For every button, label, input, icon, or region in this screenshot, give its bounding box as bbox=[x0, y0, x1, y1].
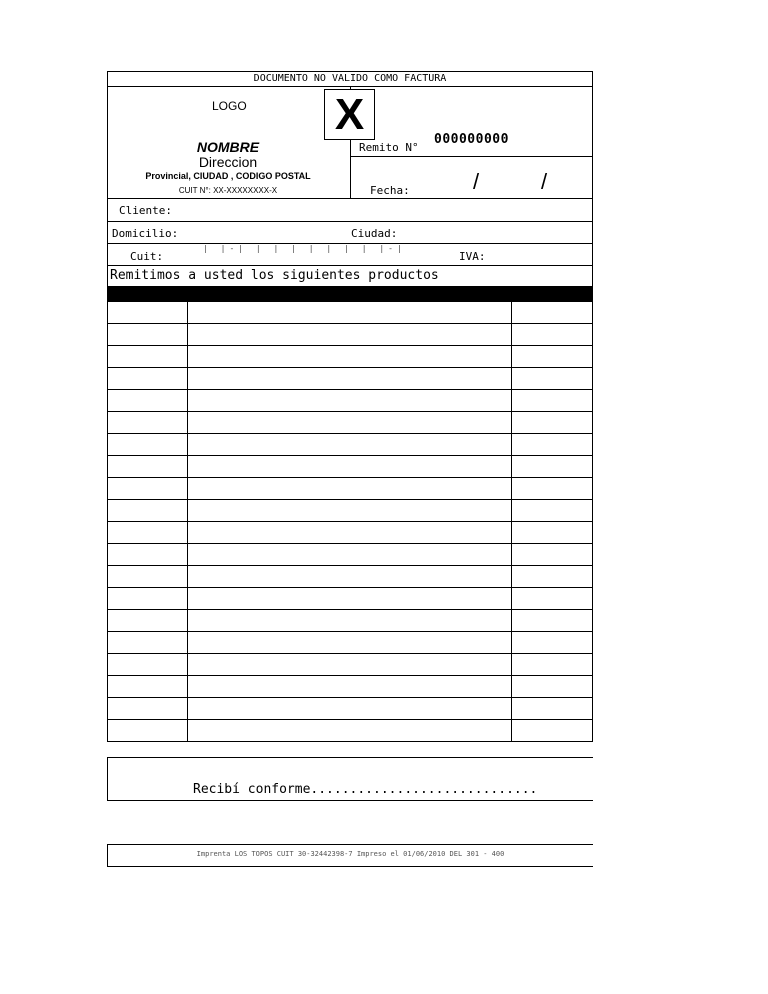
header-block bbox=[107, 86, 593, 199]
quantity-cell bbox=[108, 302, 188, 324]
cuit-row bbox=[107, 244, 593, 266]
date-separator-1: / bbox=[473, 169, 480, 194]
description-cell bbox=[187, 588, 511, 610]
table-row bbox=[108, 456, 593, 478]
iva-label: IVA: bbox=[459, 250, 486, 263]
table-row bbox=[108, 368, 593, 390]
amount-cell bbox=[512, 478, 593, 500]
description-cell bbox=[187, 368, 511, 390]
quantity-cell bbox=[108, 478, 188, 500]
quantity-cell bbox=[108, 654, 188, 676]
amount-cell bbox=[512, 632, 593, 654]
quantity-cell bbox=[108, 522, 188, 544]
quantity-cell bbox=[108, 412, 188, 434]
table-row bbox=[108, 302, 593, 324]
quantity-cell bbox=[108, 456, 188, 478]
quantity-cell bbox=[108, 544, 188, 566]
amount-cell bbox=[512, 456, 593, 478]
description-cell bbox=[187, 544, 511, 566]
quantity-cell bbox=[108, 500, 188, 522]
amount-cell bbox=[512, 434, 593, 456]
description-cell bbox=[187, 654, 511, 676]
quantity-cell bbox=[108, 698, 188, 720]
quantity-cell bbox=[108, 368, 188, 390]
table-row bbox=[108, 434, 593, 456]
table-row bbox=[108, 720, 593, 742]
quantity-cell bbox=[108, 324, 188, 346]
amount-cell bbox=[512, 500, 593, 522]
amount-cell bbox=[512, 544, 593, 566]
amount-cell bbox=[512, 522, 593, 544]
description-cell bbox=[187, 302, 511, 324]
table-row bbox=[108, 654, 593, 676]
description-cell bbox=[187, 346, 511, 368]
signature-box bbox=[107, 757, 593, 801]
client-cuit-boxes: | |-| | | | | | | | |-| bbox=[203, 244, 406, 253]
table-row bbox=[108, 346, 593, 368]
printer-footer: Imprenta LOS TOPOS CUIT 30-32442398-7 Impreso el 01/06/2010 DEL 301 - 400 bbox=[107, 844, 593, 867]
amount-cell bbox=[512, 346, 593, 368]
quantity-cell bbox=[108, 566, 188, 588]
quantity-cell bbox=[108, 720, 188, 742]
table-row bbox=[108, 522, 593, 544]
company-name: NOMBRE bbox=[196, 139, 260, 155]
products-table-body bbox=[108, 302, 593, 742]
products-table bbox=[107, 301, 593, 742]
description-cell bbox=[187, 390, 511, 412]
description-cell bbox=[187, 566, 511, 588]
quantity-cell bbox=[108, 588, 188, 610]
quantity-cell bbox=[108, 610, 188, 632]
date-separator-2: / bbox=[541, 169, 548, 194]
table-row bbox=[108, 412, 593, 434]
signature-text: Recibí conforme............................. bbox=[193, 782, 538, 797]
quantity-cell bbox=[108, 434, 188, 456]
quantity-cell bbox=[108, 390, 188, 412]
client-row bbox=[107, 199, 593, 222]
description-cell bbox=[187, 632, 511, 654]
amount-cell bbox=[512, 302, 593, 324]
table-row bbox=[108, 632, 593, 654]
amount-cell bbox=[512, 676, 593, 698]
table-row bbox=[108, 390, 593, 412]
description-cell bbox=[187, 412, 511, 434]
description-cell bbox=[187, 610, 511, 632]
table-row bbox=[108, 698, 593, 720]
amount-cell bbox=[512, 324, 593, 346]
header-horizontal-divider bbox=[350, 156, 593, 157]
description-cell bbox=[187, 434, 511, 456]
company-address: Direccion bbox=[198, 154, 258, 170]
quantity-cell bbox=[108, 676, 188, 698]
remito-number-label: Remito N° bbox=[359, 141, 419, 154]
company-logo: LOGO bbox=[212, 99, 247, 113]
amount-cell bbox=[512, 610, 593, 632]
description-cell bbox=[187, 500, 511, 522]
description-cell bbox=[187, 478, 511, 500]
intro-row bbox=[107, 266, 593, 287]
city-label: Ciudad: bbox=[351, 227, 398, 240]
amount-cell bbox=[512, 412, 593, 434]
amount-cell bbox=[512, 368, 593, 390]
amount-cell bbox=[512, 720, 593, 742]
quantity-cell bbox=[108, 632, 188, 654]
description-cell bbox=[187, 676, 511, 698]
amount-cell bbox=[512, 566, 593, 588]
description-cell bbox=[187, 456, 511, 478]
table-row bbox=[108, 544, 593, 566]
description-cell bbox=[187, 698, 511, 720]
amount-cell bbox=[512, 698, 593, 720]
description-cell bbox=[187, 324, 511, 346]
description-cell bbox=[187, 522, 511, 544]
table-row bbox=[108, 478, 593, 500]
client-label: Cliente: bbox=[119, 204, 172, 217]
table-header-bar bbox=[107, 287, 593, 301]
document-type-letter: X bbox=[324, 89, 375, 140]
remito-number: 000000000 bbox=[434, 132, 509, 147]
date-label: Fecha: bbox=[370, 184, 410, 197]
address-row bbox=[107, 222, 593, 244]
table-row bbox=[108, 676, 593, 698]
client-cuit-label: Cuit: bbox=[130, 250, 164, 263]
address-label: Domicilio: bbox=[112, 227, 179, 240]
table-row bbox=[108, 588, 593, 610]
document-title: DOCUMENTO NO VALIDO COMO FACTURA bbox=[107, 71, 593, 87]
description-cell bbox=[187, 720, 511, 742]
amount-cell bbox=[512, 588, 593, 610]
table-row bbox=[108, 566, 593, 588]
quantity-cell bbox=[108, 346, 188, 368]
company-location: Provincial, CIUDAD , CODIGO POSTAL bbox=[145, 171, 311, 181]
company-cuit: CUIT N°: XX-XXXXXXXX-X bbox=[178, 186, 278, 195]
table-row bbox=[108, 500, 593, 522]
intro-text: Remitimos a usted los siguientes productos bbox=[110, 268, 439, 283]
table-row bbox=[108, 610, 593, 632]
amount-cell bbox=[512, 654, 593, 676]
table-row bbox=[108, 324, 593, 346]
amount-cell bbox=[512, 390, 593, 412]
